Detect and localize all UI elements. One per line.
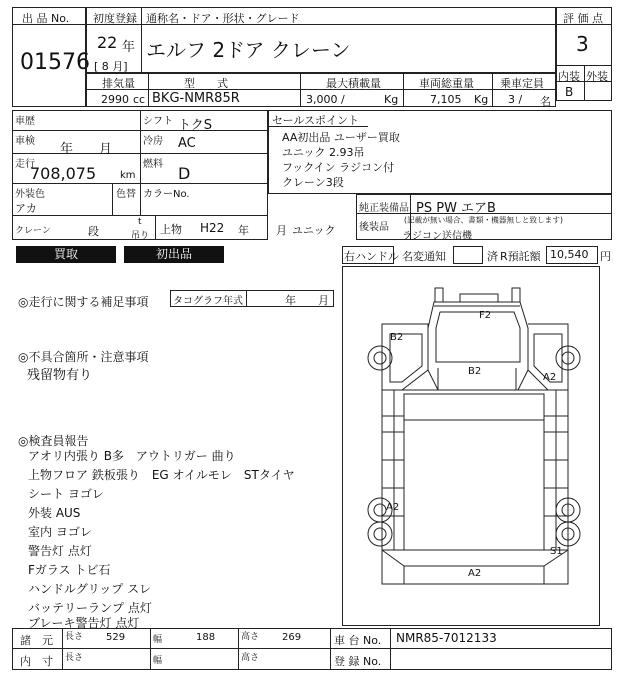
name-change-label: 名変通知 — [402, 250, 446, 263]
model-code-label: 型 式 — [184, 77, 228, 90]
max-load-unit: Kg — [384, 93, 399, 106]
damage-mark-A2: A2 — [386, 502, 400, 513]
ac: AC — [178, 136, 196, 151]
ext-color-label: 外装色 — [15, 189, 45, 200]
sales-point-line: AA初出品 ユーザー買取 — [282, 131, 400, 144]
dims-label: 諸 元 — [20, 634, 53, 647]
reg-label: 登 録 No. — [334, 655, 382, 668]
recycle-label: R預託額 — [500, 250, 541, 263]
lot-no: 01576 — [20, 50, 90, 75]
first-listing-badge: 初出品 — [124, 246, 224, 263]
capacity-label: 乗車定員 — [500, 77, 544, 90]
max-load: 3,000 / — [306, 93, 345, 106]
displacement-unit: cc — [133, 93, 146, 106]
exterior-label: 外装 — [586, 70, 608, 83]
model-name: エルフ 2ドア クレーン — [146, 38, 351, 62]
defect-line: 残留物有り — [27, 368, 93, 383]
inspector-line: 外装 AUS — [28, 506, 81, 520]
interior-label: 内装 — [558, 70, 580, 83]
sales-points-label: セールスポイント — [272, 114, 360, 127]
mount-year: H22 — [200, 221, 225, 235]
divider — [584, 65, 585, 101]
first-reg-month: [ 8 月] — [94, 60, 128, 73]
inspector-line: ハンドルグリップ スレ — [28, 582, 152, 596]
divider — [390, 628, 391, 670]
divider — [556, 81, 612, 82]
aftermarket-label: 後装品 — [359, 222, 389, 233]
ac-label: 冷房 — [143, 136, 163, 147]
rhd-label: 右ハンドル — [344, 250, 399, 263]
damage-mark-S1: S1 — [550, 546, 563, 557]
first-reg-year: 22 — [97, 33, 118, 52]
grade: 3 — [576, 32, 589, 56]
divider — [12, 215, 268, 216]
grade-label: 評 価 点 — [563, 12, 603, 25]
history-label: 車歴 — [15, 116, 35, 127]
divider — [12, 24, 86, 25]
divider — [330, 628, 331, 670]
damage-mark-B2: B2 — [468, 366, 482, 377]
mount-label: 上物 — [160, 223, 182, 236]
displacement: 2990 — [101, 93, 129, 106]
max-load-label: 最大積載量 — [326, 77, 381, 90]
aftermarket-note: (記載が無い場合、書類・機器無しと致します) — [404, 216, 563, 226]
recycle-unit: 円 — [600, 250, 611, 263]
divider — [300, 73, 301, 107]
color-no-label: 色替 — [116, 189, 136, 200]
damage-mark-F2: F2 — [479, 310, 492, 321]
crane-t: t — [138, 217, 142, 227]
mount-maker: ユニック — [292, 224, 336, 237]
mileage-label: 走行 — [15, 159, 35, 170]
mount-year-unit: 年 — [238, 224, 249, 237]
divider — [141, 7, 142, 73]
divider — [86, 89, 556, 90]
crane-stage: 段 — [88, 225, 99, 238]
divider — [268, 126, 368, 127]
interior-dims-label: 内 寸 — [20, 655, 53, 668]
ext-color: アカ — [15, 202, 37, 215]
driving-notes-title: ◎走行に関する補足事項 — [18, 295, 149, 309]
name-change-checkbox — [453, 246, 483, 264]
crane-lift: 吊り — [131, 231, 150, 241]
width: 188 — [196, 632, 216, 643]
inspection-label: 車検 — [15, 136, 35, 147]
width-label: 幅 — [153, 635, 163, 645]
interior-grade: B — [565, 85, 574, 99]
gross-weight: 7,105 — [430, 93, 462, 106]
recycle-amount: 10,540 — [550, 248, 589, 261]
footer-box — [12, 628, 612, 670]
capacity-unit: 名 — [540, 95, 551, 108]
length: 529 — [106, 632, 126, 643]
height-label: 高さ — [241, 653, 260, 663]
inspector-title: ◎検査員報告 — [18, 434, 89, 448]
divider — [403, 73, 404, 107]
recycle-prefix: 済 — [487, 250, 498, 263]
fuel: D — [178, 164, 191, 183]
truck-diagram — [342, 266, 600, 626]
factory-equipment-label: 純正装備品 — [359, 203, 409, 214]
length-label: 長さ — [65, 632, 84, 642]
inspector-line: 警告灯 点灯 — [28, 544, 92, 558]
divider — [62, 628, 63, 670]
inspection-value: 年 月 — [60, 142, 113, 157]
inspector-line: バッテリーランプ 点灯 — [28, 601, 152, 615]
sales-point-line: フックイン ラジコン付 — [282, 161, 395, 174]
buy-badge: 買取 — [16, 246, 116, 263]
aftermarket: ラジコン送信機 — [402, 231, 472, 242]
fuel-label: 燃料 — [143, 159, 163, 170]
inspector-line: シート ヨゴレ — [28, 487, 104, 501]
length-label: 長さ — [65, 653, 84, 663]
divider — [492, 73, 493, 107]
width-label: 幅 — [153, 656, 163, 666]
divider — [155, 215, 156, 240]
model-code: BKG-NMR85R — [152, 91, 240, 106]
tachograph-label: タコグラフ年式 — [173, 296, 243, 307]
divider — [150, 628, 151, 670]
crane-label: クレーン — [15, 226, 51, 236]
inspector-line: Fガラス トビ石 — [28, 563, 111, 577]
divider — [238, 628, 239, 670]
year-unit: 年 — [122, 40, 136, 55]
tachograph-value: 年 月 — [285, 294, 329, 307]
divider — [140, 110, 141, 215]
lot-no-label: 出 品 No. — [22, 12, 70, 25]
factory-equipment: PS PW エアB — [416, 201, 496, 216]
damage-mark-B2: B2 — [390, 332, 404, 343]
color-no-label2: カラーNo. — [143, 189, 190, 200]
chassis: NMR85-7012133 — [396, 631, 497, 645]
damage-mark-A2: A2 — [468, 568, 482, 579]
gross-weight-unit: Kg — [474, 93, 489, 106]
mileage: 708,075 — [30, 164, 97, 183]
shift: トクS — [178, 118, 212, 133]
model-name-label: 通称名・ドア・形状・グレード — [146, 12, 300, 25]
first-reg-label: 初度登録 — [93, 12, 137, 25]
divider — [148, 73, 149, 107]
inspector-line: ブレーキ警告灯 点灯 — [28, 616, 140, 630]
divider — [556, 24, 612, 25]
sales-point-line: ユニック 2.93吊 — [282, 146, 365, 159]
chassis-label: 車 台 No. — [334, 634, 382, 647]
inspector-line: アオリ内張り B多 アウトリガー 曲り — [28, 449, 236, 463]
mount-month-unit: 月 — [276, 224, 287, 237]
defects-title: ◎不具合箇所・注意事項 — [18, 350, 149, 364]
sales-point-line: クレーン3段 — [282, 176, 344, 189]
gross-weight-label: 車両総重量 — [419, 77, 474, 90]
inspector-line: 室内 ヨゴレ — [28, 525, 92, 539]
inspector-line: 上物フロア 鉄板張り EG オイルモレ STタイヤ — [28, 468, 295, 482]
displacement-label: 排気量 — [102, 77, 135, 90]
damage-mark-A2: A2 — [543, 372, 557, 383]
height-label: 高さ — [241, 632, 260, 642]
divider — [112, 183, 113, 215]
height: 269 — [282, 632, 302, 643]
divider — [246, 290, 247, 307]
shift-label: シフト — [143, 116, 173, 127]
mileage-unit: km — [120, 170, 136, 181]
capacity: 3 / — [508, 93, 523, 106]
divider — [12, 648, 612, 649]
